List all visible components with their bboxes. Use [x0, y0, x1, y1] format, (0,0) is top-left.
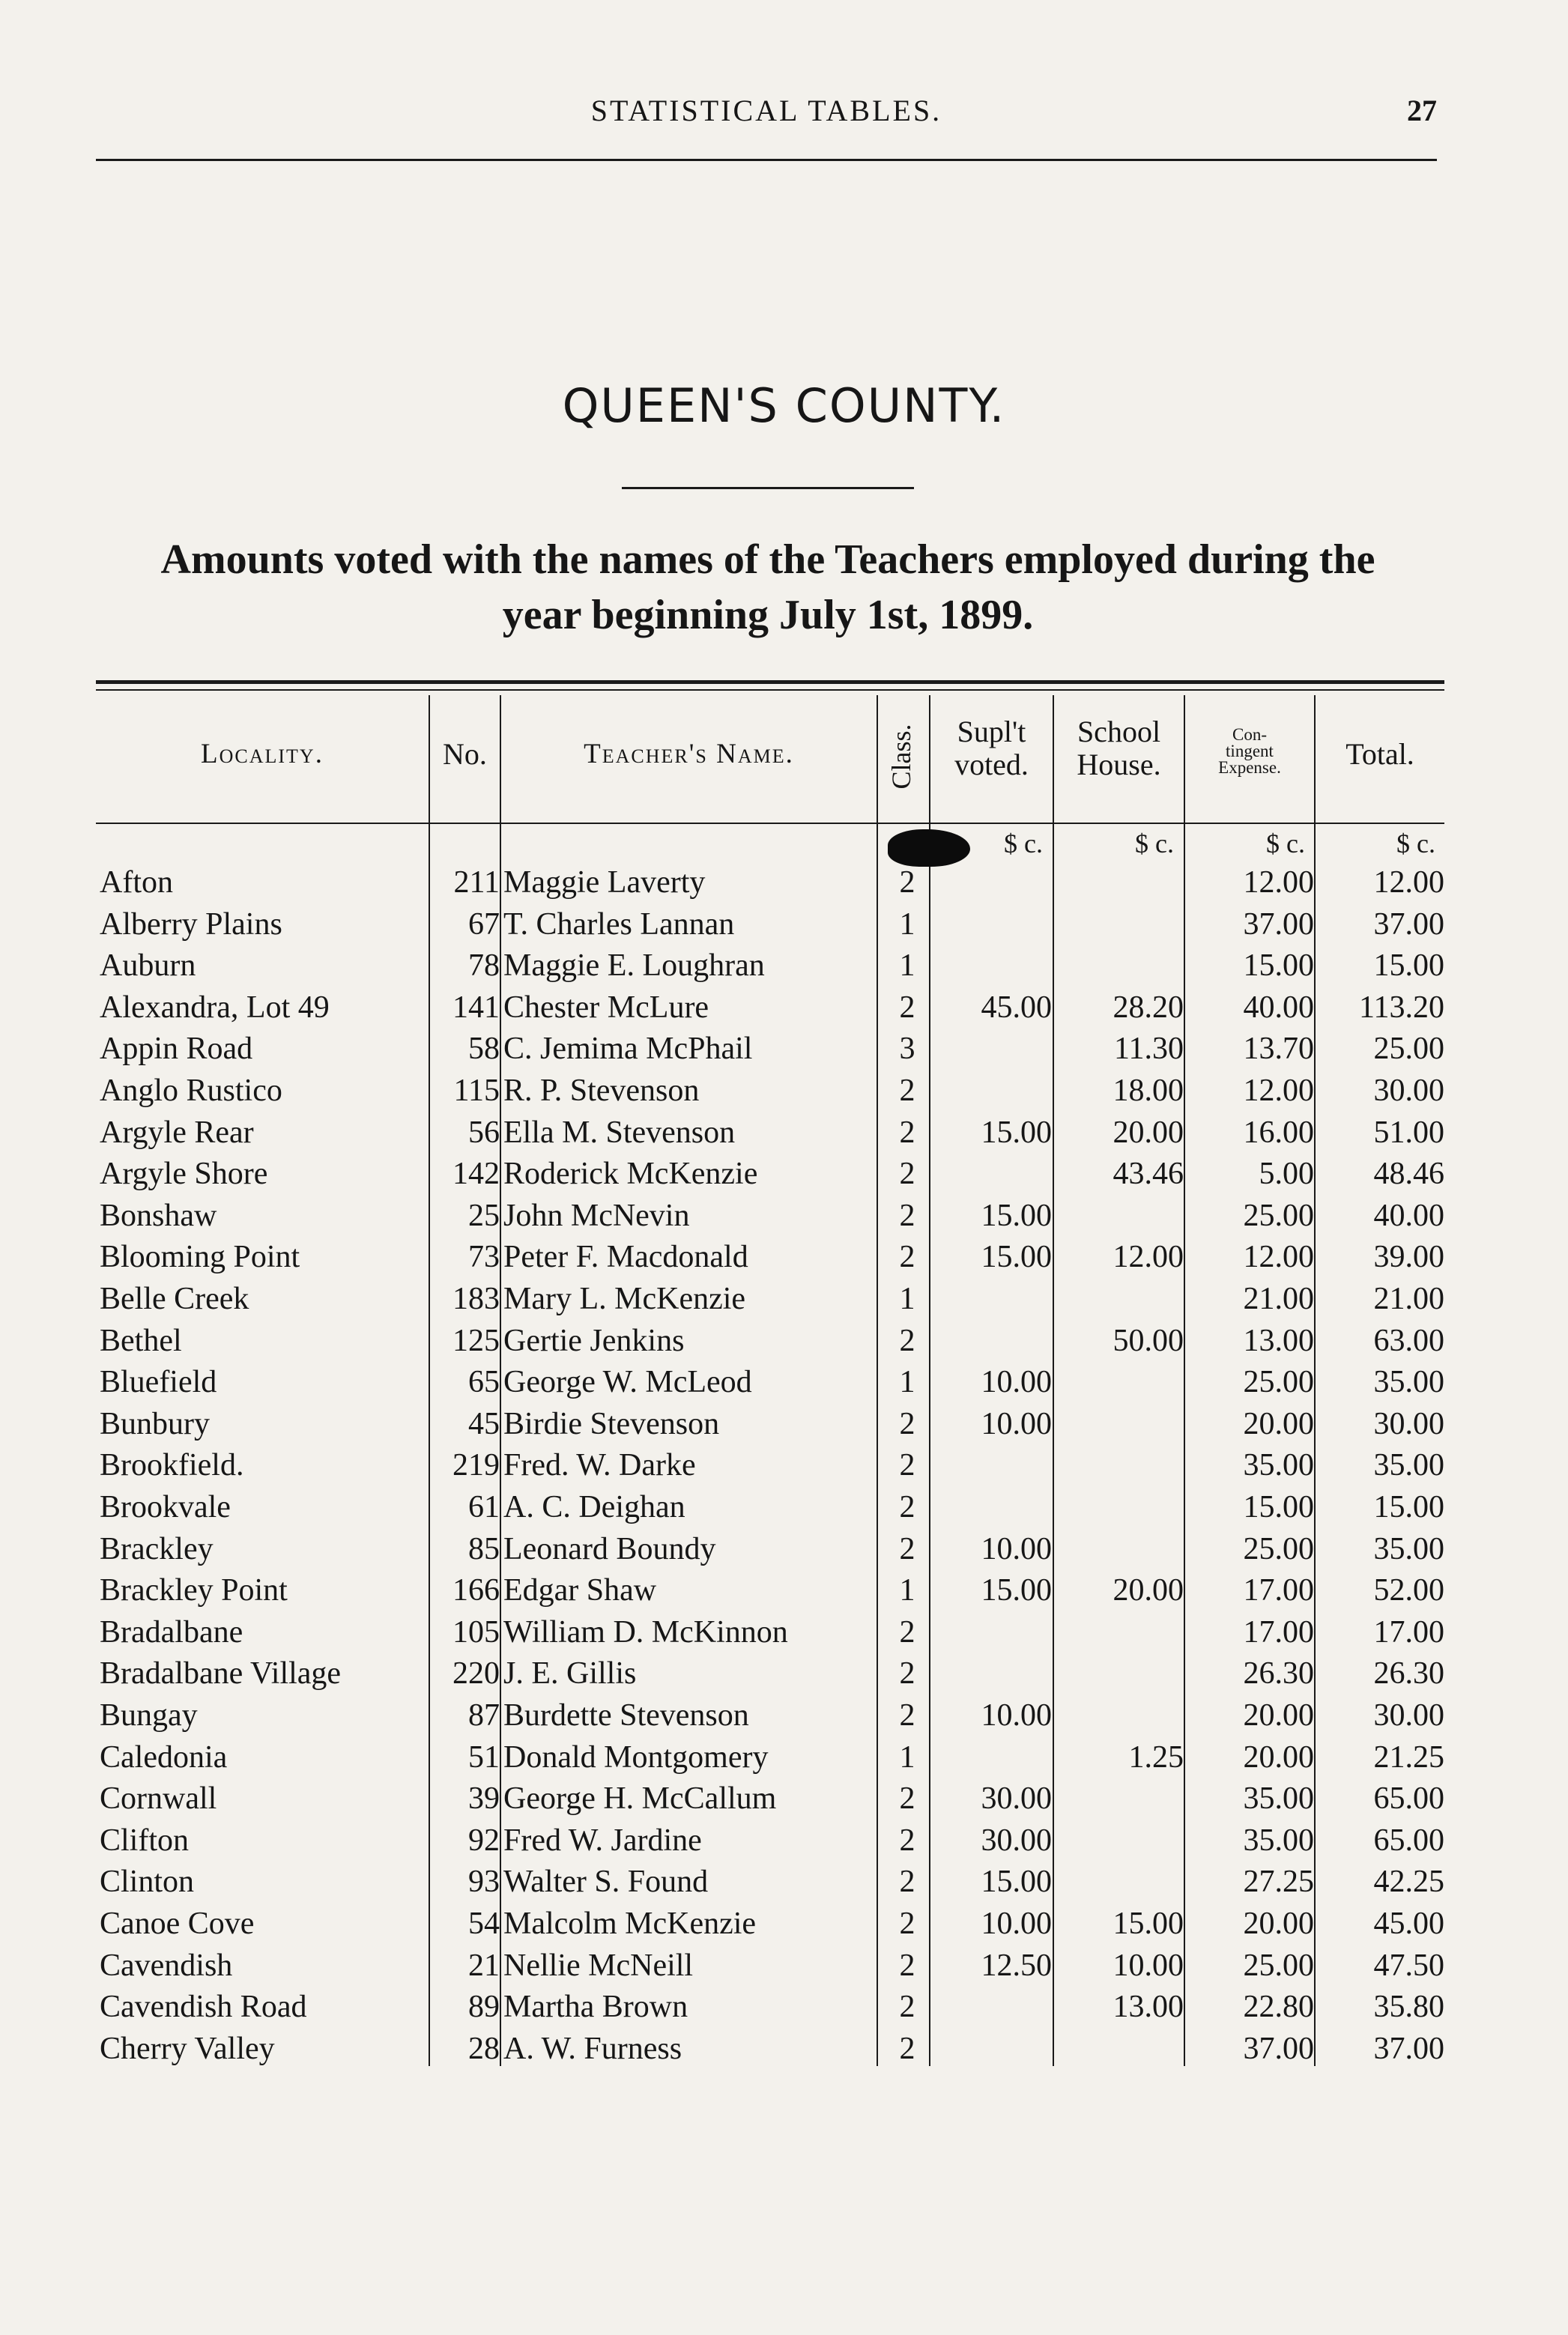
teacher-name-cell: Maggie E. Loughran — [503, 948, 765, 984]
class-cell: 2 — [899, 1073, 915, 1108]
class-cell: 2 — [899, 865, 915, 900]
teacher-name-cell: Gertie Jenkins — [503, 1323, 685, 1358]
contingent-cell: 27.25 — [1243, 1865, 1314, 1900]
class-cell: 2 — [899, 1198, 915, 1233]
teacher-name-cell: J. E. Gillis — [503, 1656, 637, 1692]
number-cell: 89 — [468, 1990, 500, 2025]
teacher-name-cell: Edgar Shaw — [503, 1573, 657, 1608]
class-cell: 2 — [899, 1323, 915, 1358]
contingent-cell: 40.00 — [1243, 990, 1314, 1025]
contingent-cell: 12.00 — [1243, 1240, 1314, 1275]
number-cell: 56 — [468, 1115, 500, 1150]
class-cell: 2 — [899, 1698, 915, 1733]
locality-cell: Belle Creek — [100, 1282, 249, 1316]
contingent-cell: 12.00 — [1243, 1073, 1314, 1108]
locality-cell: Alexandra, Lot 49 — [100, 990, 330, 1025]
contingent-cell: 15.00 — [1243, 948, 1314, 984]
class-cell: 1 — [899, 1282, 915, 1316]
locality-cell: Bradalbane Village — [100, 1656, 342, 1692]
total-cell: 35.80 — [1373, 1990, 1444, 2025]
total-cell: 35.00 — [1373, 1365, 1444, 1400]
units-total: $ c. — [1396, 829, 1435, 858]
locality-cell: Afton — [100, 865, 173, 900]
total-cell: 30.00 — [1373, 1406, 1444, 1441]
total-cell: 35.00 — [1373, 1531, 1444, 1566]
locality-cell: Cavendish Road — [100, 1990, 307, 2025]
number-cell: 58 — [468, 1032, 500, 1067]
supplement-cell: 12.50 — [981, 1948, 1052, 1983]
number-cell: 39 — [468, 1781, 500, 1817]
number-cell: 61 — [468, 1490, 500, 1524]
locality-cell: Bethel — [100, 1323, 182, 1358]
locality-cell: Bradalbane — [100, 1614, 243, 1650]
header-class: Class. — [886, 724, 916, 790]
header-suplt — [930, 715, 1053, 781]
school-house-cell: 20.00 — [1113, 1573, 1184, 1608]
locality-cell: Cavendish — [100, 1948, 233, 1983]
locality-cell: Bonshaw — [100, 1198, 217, 1233]
school-house-cell: 11.30 — [1114, 1032, 1184, 1067]
number-cell: 142 — [452, 1157, 500, 1192]
header-contingent-expense — [1185, 727, 1314, 776]
number-cell: 220 — [452, 1656, 500, 1692]
supplement-cell: 15.00 — [981, 1573, 1052, 1608]
class-cell: 2 — [899, 1406, 915, 1441]
total-cell: 15.00 — [1373, 1490, 1444, 1524]
table-row — [0, 903, 1568, 945]
total-cell: 30.00 — [1373, 1073, 1444, 1108]
teacher-name-cell: Ella M. Stevenson — [503, 1115, 736, 1150]
header-school-house — [1054, 715, 1184, 781]
class-cell: 2 — [899, 1907, 915, 1941]
contingent-cell: 35.00 — [1243, 1823, 1314, 1858]
number-cell: 219 — [452, 1448, 500, 1483]
locality-cell: Caledonia — [100, 1739, 228, 1775]
number-cell: 211 — [453, 865, 500, 900]
class-cell: 1 — [899, 1573, 915, 1608]
teacher-name-cell: Fred. W. Darke — [503, 1448, 696, 1483]
table-row — [0, 1403, 1568, 1445]
supplement-cell: 30.00 — [981, 1823, 1052, 1858]
table-top-rule-thin — [96, 689, 1444, 691]
header-cont-line-2: tingent — [1226, 742, 1274, 760]
total-cell: 113.20 — [1359, 990, 1444, 1025]
table-top-rule-thick — [96, 680, 1444, 684]
number-cell: 28 — [468, 2031, 500, 2066]
contingent-cell: 25.00 — [1243, 1198, 1314, 1233]
number-cell: 21 — [468, 1948, 500, 1983]
header-no: No. — [443, 737, 487, 771]
school-house-cell: 15.00 — [1113, 1907, 1184, 1941]
table-row — [0, 1444, 1568, 1486]
subtitle-line-1: Amounts voted with the names of the Teachers employed during the — [160, 536, 1375, 583]
teacher-name-cell: A. C. Deighan — [503, 1490, 685, 1524]
class-cell: 2 — [899, 1448, 915, 1483]
total-cell: 65.00 — [1373, 1823, 1444, 1858]
total-cell: 35.00 — [1373, 1448, 1444, 1483]
locality-cell: Anglo Rustico — [100, 1073, 282, 1108]
school-house-cell: 20.00 — [1113, 1115, 1184, 1150]
number-cell: 166 — [452, 1573, 500, 1608]
supplement-cell: 10.00 — [981, 1531, 1052, 1566]
number-cell: 25 — [468, 1198, 500, 1233]
table-row — [0, 1028, 1568, 1070]
contingent-cell: 35.00 — [1243, 1781, 1314, 1817]
table-row — [0, 1486, 1568, 1528]
contingent-cell: 20.00 — [1243, 1406, 1314, 1441]
school-house-cell: 43.46 — [1113, 1157, 1184, 1192]
header-cont-line-3: Expense. — [1218, 758, 1281, 777]
table-row — [0, 1945, 1568, 1987]
supplement-cell: 45.00 — [981, 990, 1052, 1025]
school-house-cell: 12.00 — [1113, 1240, 1184, 1275]
contingent-cell: 37.00 — [1243, 906, 1314, 942]
teacher-name-cell: Peter F. Macdonald — [503, 1240, 748, 1275]
table-row — [0, 1611, 1568, 1653]
units-suplt: $ c. — [1004, 829, 1043, 858]
class-cell: 2 — [899, 1490, 915, 1524]
total-cell: 48.46 — [1373, 1157, 1444, 1192]
teacher-name-cell: Burdette Stevenson — [503, 1698, 749, 1733]
supplement-cell: 10.00 — [981, 1406, 1052, 1441]
number-cell: 125 — [452, 1323, 500, 1358]
class-cell: 2 — [899, 1948, 915, 1983]
table-row — [0, 1070, 1568, 1112]
locality-cell: Alberry Plains — [100, 906, 282, 942]
running-head — [96, 82, 1437, 135]
contingent-cell: 25.00 — [1243, 1948, 1314, 1983]
table-row — [0, 1236, 1568, 1278]
locality-cell: Brookvale — [100, 1490, 231, 1524]
contingent-cell: 20.00 — [1243, 1739, 1314, 1775]
table-row — [0, 861, 1568, 903]
total-cell: 65.00 — [1373, 1781, 1444, 1817]
supplement-cell: 10.00 — [981, 1907, 1052, 1941]
school-house-cell: 13.00 — [1113, 1990, 1184, 2025]
contingent-cell: 17.00 — [1243, 1614, 1314, 1650]
table-row — [0, 1986, 1568, 2028]
contingent-cell: 12.00 — [1243, 865, 1314, 900]
units-school: $ c. — [1135, 829, 1174, 858]
header-suplt-line-1: Supl't — [957, 715, 1026, 748]
table-row — [0, 1112, 1568, 1154]
supplement-cell: 15.00 — [981, 1865, 1052, 1900]
table-row — [0, 1861, 1568, 1903]
locality-cell: Auburn — [100, 948, 196, 984]
table-row — [0, 1903, 1568, 1945]
number-cell: 141 — [452, 990, 500, 1025]
class-cell: 2 — [899, 1115, 915, 1150]
contingent-cell: 21.00 — [1243, 1282, 1314, 1316]
contingent-cell: 17.00 — [1243, 1573, 1314, 1608]
total-cell: 12.00 — [1373, 865, 1444, 900]
teacher-name-cell: Maggie Laverty — [503, 865, 706, 900]
locality-cell: Cherry Valley — [100, 2031, 275, 2066]
number-cell: 67 — [468, 906, 500, 942]
teacher-name-cell: Malcolm McKenzie — [503, 1907, 757, 1941]
number-cell: 87 — [468, 1698, 500, 1733]
teacher-name-cell: Walter S. Found — [503, 1865, 709, 1900]
class-cell: 1 — [899, 1365, 915, 1400]
title-rule — [622, 487, 914, 489]
class-cell: 2 — [899, 1990, 915, 2025]
locality-cell: Cornwall — [100, 1781, 217, 1817]
page-number: 27 — [1407, 94, 1437, 127]
teacher-name-cell: Martha Brown — [503, 1990, 688, 2025]
locality-cell: Bungay — [100, 1698, 198, 1733]
class-cell: 1 — [899, 948, 915, 984]
contingent-cell: 22.80 — [1243, 1990, 1314, 2025]
total-cell: 40.00 — [1373, 1198, 1444, 1233]
teacher-name-cell: Birdie Stevenson — [503, 1406, 720, 1441]
header-teacher-name: Teacher's Name. — [584, 739, 794, 769]
total-cell: 30.00 — [1373, 1698, 1444, 1733]
total-cell: 15.00 — [1373, 948, 1444, 984]
header-bottom-rule — [96, 823, 1444, 824]
locality-cell: Brookfield. — [100, 1448, 244, 1483]
contingent-cell: 16.00 — [1243, 1115, 1314, 1150]
table-row — [0, 1320, 1568, 1362]
teacher-name-cell: Leonard Boundy — [503, 1531, 716, 1566]
teacher-name-cell: George W. McLeod — [503, 1365, 752, 1400]
school-house-cell: 28.20 — [1113, 990, 1184, 1025]
teacher-name-cell: George H. McCallum — [503, 1781, 777, 1817]
total-cell: 45.00 — [1373, 1907, 1444, 1941]
locality-cell: Brackley Point — [100, 1573, 288, 1608]
number-cell: 78 — [468, 948, 500, 984]
supplement-cell: 10.00 — [981, 1365, 1052, 1400]
header-locality: Locality. — [201, 739, 324, 769]
county-title: QUEEN'S COUNTY. — [562, 378, 1006, 433]
class-cell: 2 — [899, 1823, 915, 1858]
header-rule — [96, 159, 1437, 161]
total-cell: 63.00 — [1373, 1323, 1444, 1358]
supplement-cell: 30.00 — [981, 1781, 1052, 1817]
class-cell: 2 — [899, 1531, 915, 1566]
table-row — [0, 1153, 1568, 1195]
number-cell: 115 — [453, 1073, 500, 1108]
class-cell: 3 — [899, 1032, 915, 1067]
contingent-cell: 20.00 — [1243, 1907, 1314, 1941]
school-house-cell: 50.00 — [1113, 1323, 1184, 1358]
header-suplt-line-2: voted. — [954, 748, 1029, 781]
number-cell: 92 — [468, 1823, 500, 1858]
teacher-name-cell: Mary L. McKenzie — [503, 1282, 746, 1316]
teacher-name-cell: John McNevin — [503, 1198, 690, 1233]
locality-cell: Canoe Cove — [100, 1907, 255, 1941]
number-cell: 183 — [452, 1282, 500, 1316]
header-cont-line-1: Con- — [1232, 725, 1267, 744]
supplement-cell: 10.00 — [981, 1698, 1052, 1733]
table-row — [0, 1569, 1568, 1611]
locality-cell: Clifton — [100, 1823, 190, 1858]
running-head-title: STATISTICAL TABLES. — [590, 94, 942, 127]
locality-cell: Bluefield — [100, 1365, 217, 1400]
table-row — [0, 1820, 1568, 1862]
total-cell: 42.25 — [1373, 1865, 1444, 1900]
total-cell: 37.00 — [1373, 2031, 1444, 2066]
total-cell: 39.00 — [1373, 1240, 1444, 1275]
number-cell: 85 — [468, 1531, 500, 1566]
total-cell: 52.00 — [1373, 1573, 1444, 1608]
class-cell: 1 — [899, 906, 915, 942]
teacher-name-cell: Chester McLure — [503, 990, 709, 1025]
table-row — [0, 2028, 1568, 2070]
table-row — [0, 1736, 1568, 1778]
total-cell: 17.00 — [1373, 1614, 1444, 1650]
teacher-name-cell: T. Charles Lannan — [503, 906, 735, 942]
table-row — [0, 1278, 1568, 1320]
locality-cell: Argyle Rear — [100, 1115, 254, 1150]
teacher-name-cell: Fred W. Jardine — [503, 1823, 702, 1858]
total-cell: 26.30 — [1373, 1656, 1444, 1692]
total-cell: 21.25 — [1373, 1739, 1444, 1775]
table-row — [0, 1361, 1568, 1403]
number-cell: 65 — [468, 1365, 500, 1400]
header-school-line-2: House. — [1077, 748, 1161, 781]
table-row — [0, 1778, 1568, 1820]
total-cell: 37.00 — [1373, 906, 1444, 942]
class-cell: 2 — [899, 1865, 915, 1900]
contingent-cell: 25.00 — [1243, 1365, 1314, 1400]
class-cell: 1 — [899, 1739, 915, 1775]
supplement-cell: 15.00 — [981, 1240, 1052, 1275]
number-cell: 45 — [468, 1406, 500, 1441]
table-subtitle — [90, 532, 1446, 643]
class-cell: 2 — [899, 2031, 915, 2066]
table-row — [0, 1195, 1568, 1237]
contingent-cell: 13.00 — [1243, 1323, 1314, 1358]
teacher-name-cell: Donald Montgomery — [503, 1739, 769, 1775]
subtitle-line-2: year beginning July 1st, 1899. — [502, 592, 1034, 638]
teacher-name-cell: Roderick McKenzie — [503, 1157, 758, 1192]
units-cont: $ c. — [1266, 829, 1305, 858]
teacher-name-cell: William D. McKinnon — [503, 1614, 788, 1650]
total-cell: 51.00 — [1373, 1115, 1444, 1150]
table-row — [0, 1695, 1568, 1736]
table-row — [0, 945, 1568, 987]
total-cell: 47.50 — [1373, 1948, 1444, 1983]
teacher-name-cell: Nellie McNeill — [503, 1948, 694, 1983]
number-cell: 105 — [452, 1614, 500, 1650]
class-cell: 2 — [899, 1240, 915, 1275]
locality-cell: Argyle Shore — [100, 1157, 268, 1192]
contingent-cell: 25.00 — [1243, 1531, 1314, 1566]
class-cell: 2 — [899, 990, 915, 1025]
total-cell: 21.00 — [1373, 1282, 1444, 1316]
header-school-line-1: School — [1077, 715, 1161, 748]
contingent-cell: 13.70 — [1243, 1032, 1314, 1067]
locality-cell: Brackley — [100, 1531, 214, 1566]
class-cell: 2 — [899, 1614, 915, 1650]
locality-cell: Blooming Point — [100, 1240, 300, 1275]
total-cell: 25.00 — [1373, 1032, 1444, 1067]
number-cell: 73 — [468, 1240, 500, 1275]
contingent-cell: 26.30 — [1243, 1656, 1314, 1692]
contingent-cell: 20.00 — [1243, 1698, 1314, 1733]
locality-cell: Appin Road — [100, 1032, 253, 1067]
contingent-cell: 5.00 — [1259, 1157, 1314, 1192]
contingent-cell: 15.00 — [1243, 1490, 1314, 1524]
school-house-cell: 1.25 — [1128, 1739, 1184, 1775]
teacher-name-cell: C. Jemima McPhail — [503, 1032, 753, 1067]
number-cell: 51 — [468, 1739, 500, 1775]
class-cell: 2 — [899, 1656, 915, 1692]
header-total: Total. — [1345, 737, 1414, 771]
table-row — [0, 987, 1568, 1029]
supplement-cell: 15.00 — [981, 1198, 1052, 1233]
contingent-cell: 37.00 — [1243, 2031, 1314, 2066]
supplement-cell: 15.00 — [981, 1115, 1052, 1150]
locality-cell: Bunbury — [100, 1406, 210, 1441]
number-cell: 54 — [468, 1907, 500, 1941]
school-house-cell: 18.00 — [1113, 1073, 1184, 1108]
locality-cell: Clinton — [100, 1865, 195, 1900]
contingent-cell: 35.00 — [1243, 1448, 1314, 1483]
teacher-name-cell: R. P. Stevenson — [503, 1073, 700, 1108]
table-row — [0, 1528, 1568, 1570]
school-house-cell: 10.00 — [1113, 1948, 1184, 1983]
class-cell: 2 — [899, 1781, 915, 1817]
class-cell: 2 — [899, 1157, 915, 1192]
number-cell: 93 — [468, 1865, 500, 1900]
teacher-name-cell: A. W. Furness — [503, 2031, 682, 2066]
table-row — [0, 1653, 1568, 1695]
